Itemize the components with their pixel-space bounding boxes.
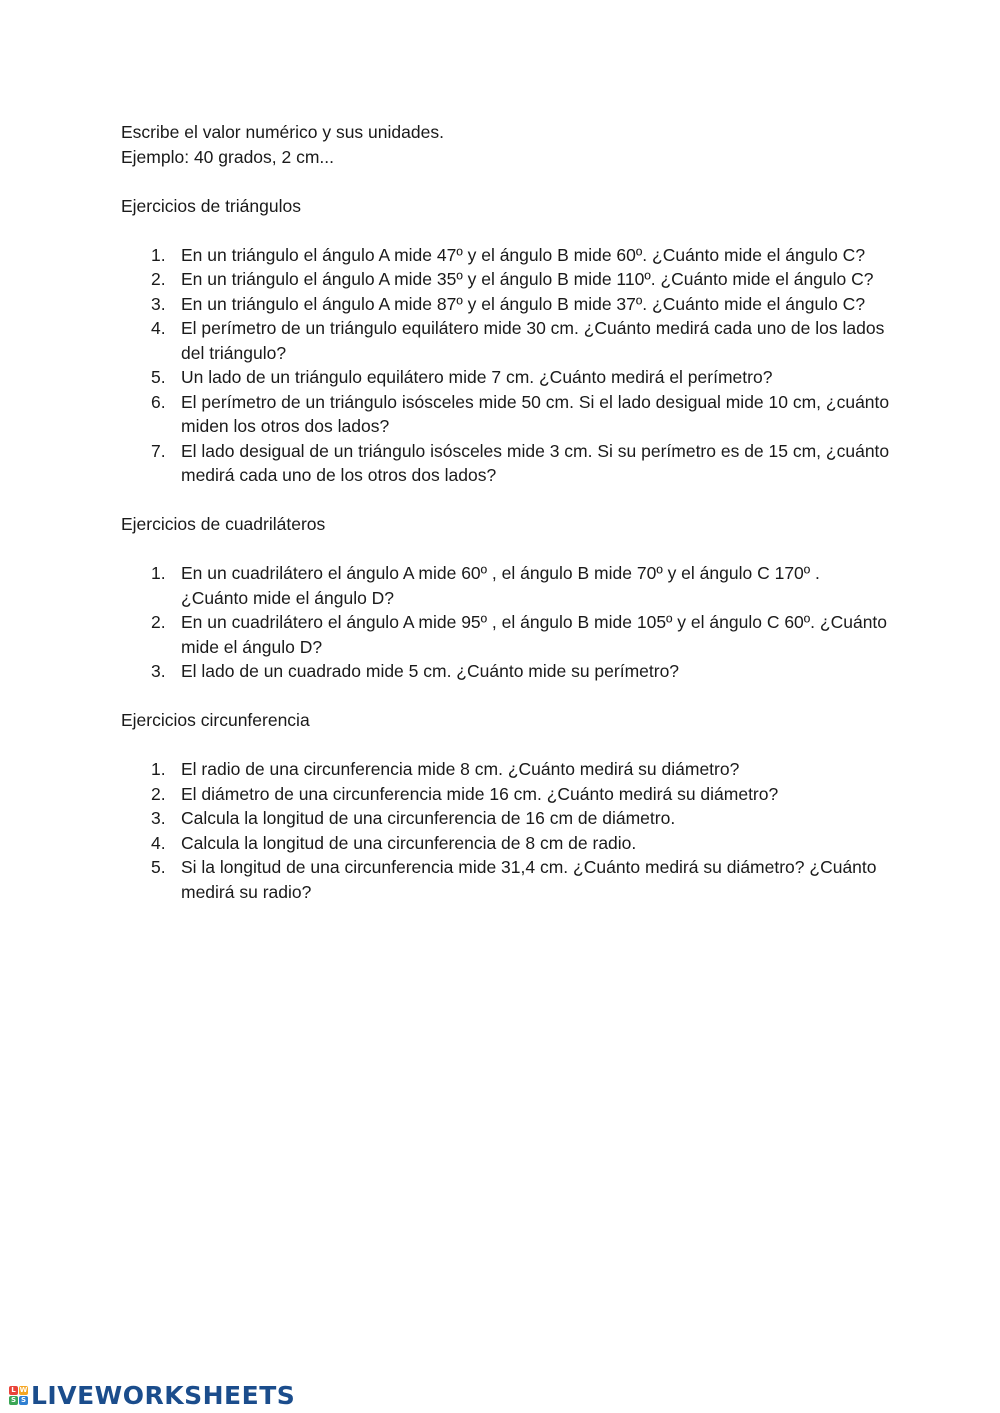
list-item: En un triángulo el ángulo A mide 87º y el ángulo B mide 37º. ¿Cuánto mide el ángulo C? <box>181 293 866 314</box>
section-title-quadrilaterals: Ejercicios de cuadriláteros <box>121 514 326 534</box>
example-line: Ejemplo: 40 grados, 2 cm... <box>121 146 335 167</box>
logo-mark-tile: L <box>9 1386 18 1395</box>
list-item: Un lado de un triángulo equilátero mide 7 cm. ¿Cuánto medirá el perímetro? <box>181 367 773 387</box>
worksheet-body <box>121 120 891 904</box>
list-item: El lado de un cuadrado mide 5 cm. ¿Cuánto mide su perímetro? <box>181 661 680 681</box>
list-item: En un triángulo el ángulo A mide 35º y el ángulo B mide 110º. ¿Cuánto mide el ángulo C? <box>181 269 874 289</box>
logo-mark-icon <box>9 1386 28 1405</box>
section-title-triangles: Ejercicios de triángulos <box>121 195 301 216</box>
section-title-circumference: Ejercicios circunferencia <box>121 710 310 730</box>
list-item: Calcula la longitud de una circunferencia de 8 cm de radio. <box>181 832 637 853</box>
exercise-list-triangles <box>121 243 891 488</box>
list-item: El diámetro de una circunferencia mide 16 cm. ¿Cuánto medirá su diámetro? <box>181 783 779 804</box>
logo-mark-tile: W <box>19 1385 28 1394</box>
list-item: En un cuadrilátero el ángulo A mide 95º , el ángulo B mide 105º y el ángulo C 60º. ¿Cuánto mide el ángulo D? <box>181 612 888 657</box>
list-item: Calcula la longitud de una circunferencia de 16 cm de diámetro. <box>181 808 676 828</box>
logo-text: LIVEWORKSHEETS <box>31 1380 296 1410</box>
exercise-list-circumference <box>121 757 891 904</box>
list-item: El radio de una circunferencia mide 8 cm. ¿Cuánto medirá su diámetro? <box>181 759 740 779</box>
list-item: En un cuadrilátero el ángulo A mide 60º , el ángulo B mide 70º y el ángulo C 170º . ¿Cuánto mide el ángulo D? <box>181 563 820 608</box>
logo-mark-tile: S <box>10 1395 17 1404</box>
list-item: En un triángulo el ángulo A mide 47º y el ángulo B mide 60º. ¿Cuánto mide el ángulo C? <box>181 244 866 265</box>
liveworksheets-logo <box>9 1380 295 1410</box>
exercise-list-quadrilaterals <box>121 561 891 684</box>
list-item: El lado desigual de un triángulo isósceles mide 3 cm. Si su perímetro es de 15 cm, ¿cuánto medirá cada uno de los otros dos lados? <box>181 440 890 485</box>
list-item: El perímetro de un triángulo equilátero mide 30 cm. ¿Cuánto medirá cada uno de los lados del triángulo? <box>181 318 885 363</box>
instructions-line: Escribe el valor numérico y sus unidades. <box>121 122 444 142</box>
list-item: Si la longitud de una circunferencia mide 31,4 cm. ¿Cuánto medirá su diámetro? ¿Cuánto medirá su radio? <box>181 857 877 902</box>
list-item: El perímetro de un triángulo isósceles mide 50 cm. Si el lado desigual mide 10 cm, ¿cuánto miden los otros dos lados? <box>181 391 890 436</box>
logo-mark-tile: S <box>20 1395 27 1404</box>
